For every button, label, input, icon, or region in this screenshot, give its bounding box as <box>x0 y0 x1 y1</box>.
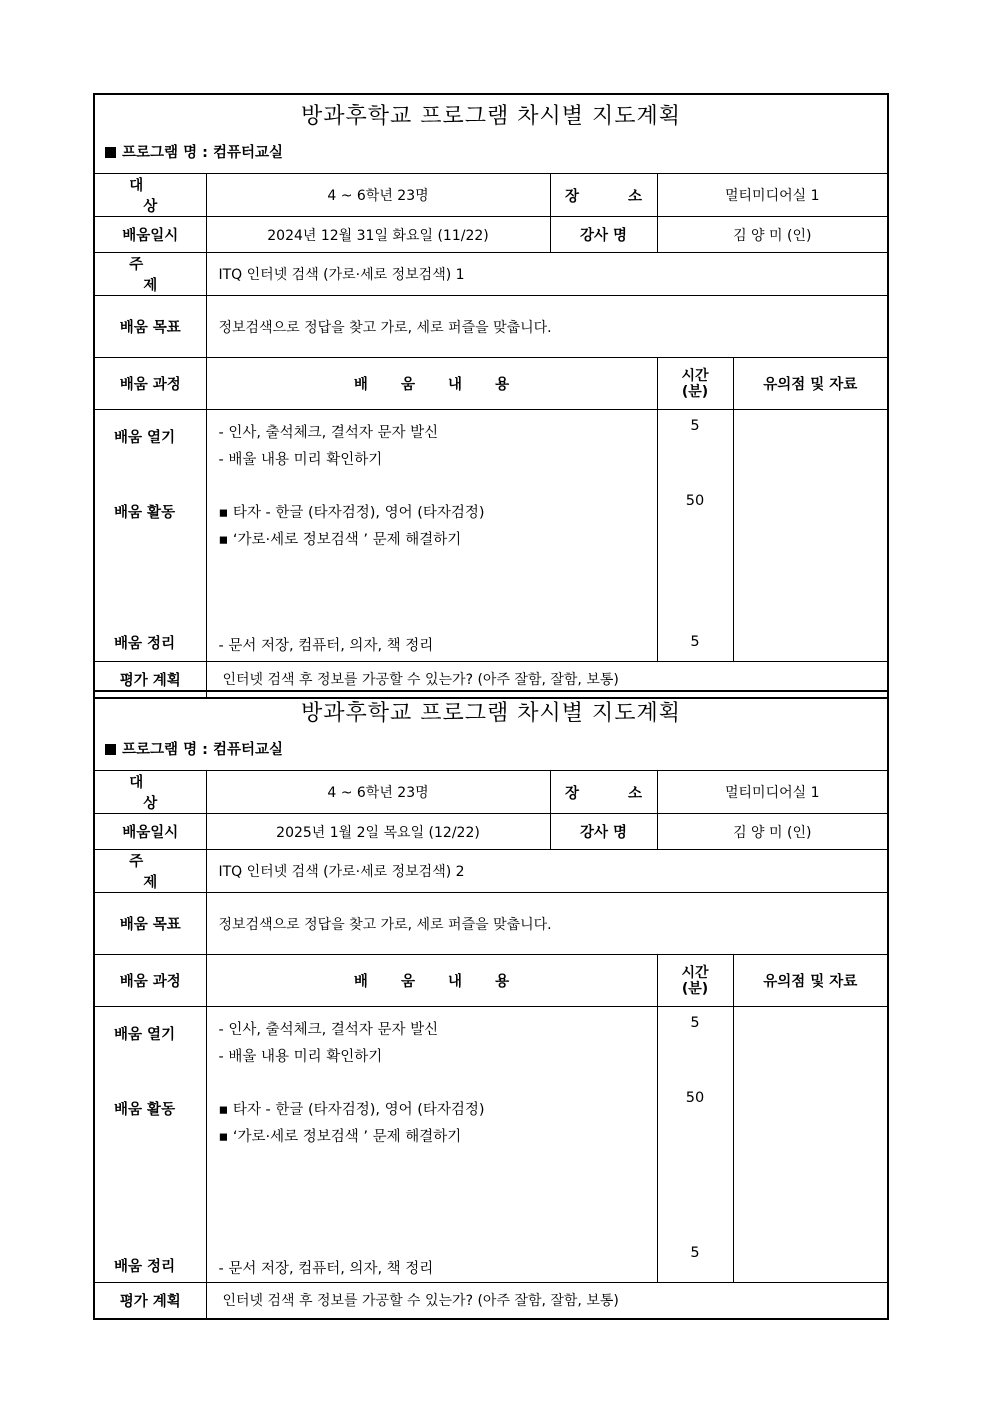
square-bullet-icon <box>105 147 116 158</box>
time-activity: 50 <box>685 493 705 509</box>
program-name-text: 프로그램 명 : 컴퓨터교실 <box>122 742 284 758</box>
target-label: 대 상 <box>95 771 206 814</box>
target-value: 4 ~ 6학년 23명 <box>206 174 550 217</box>
notes-column <box>733 410 887 662</box>
stage-activity: 배움 활동 <box>114 505 176 521</box>
stage-open: 배움 열기 <box>114 430 176 446</box>
topic-label: 주 제 <box>95 850 206 893</box>
eval-label: 평가 계획 <box>95 1283 206 1318</box>
content-activity-1: ▪ 타자 - 한글 (타자검정), 영어 (타자검정) <box>218 1102 485 1118</box>
time-header: 시간 (분) <box>657 358 733 410</box>
topic-value: ITQ 인터넷 검색 (가로·세로 정보검색) 2 <box>206 850 887 893</box>
time-column <box>657 410 733 662</box>
instructor-value: 김 양 미 (인) <box>657 814 887 850</box>
lesson-plan-1 <box>93 93 889 699</box>
content-activity-2: ▪ ‘가로·세로 정보검색 ’ 문제 해결하기 <box>218 1129 462 1145</box>
eval-label: 평가 계획 <box>95 662 206 697</box>
plan-title: 방과후학교 프로그램 차시별 지도계획 <box>300 701 681 726</box>
process-header: 배움 과정 <box>95 358 206 410</box>
stage-column <box>95 1007 206 1283</box>
stage-close: 배움 정리 <box>114 636 176 652</box>
target-value: 4 ~ 6학년 23명 <box>206 771 550 814</box>
time-header: 시간 (분) <box>657 955 733 1007</box>
content-close-1: - 문서 저장, 컴퓨터, 의자, 책 정리 <box>218 1261 434 1277</box>
time-open: 5 <box>690 418 700 434</box>
place-value: 멀티미디어실 1 <box>657 771 887 814</box>
instructor-value: 김 양 미 (인) <box>657 217 887 253</box>
time-activity: 50 <box>685 1090 705 1106</box>
time-close: 5 <box>690 634 700 650</box>
plan-table <box>95 174 887 697</box>
time-open: 5 <box>690 1015 700 1031</box>
notes-column <box>733 1007 887 1283</box>
eval-value: 인터넷 검색 후 정보를 가공할 수 있는가? (아주 잘함, 잘함, 보통) <box>206 662 887 697</box>
process-header: 배움 과정 <box>95 955 206 1007</box>
content-open-2: - 배울 내용 미리 확인하기 <box>218 1049 383 1065</box>
goal-label: 배움 목표 <box>95 893 206 955</box>
content-header: 배 움 내 용 <box>206 955 657 1007</box>
lesson-plan-2 <box>93 690 889 1320</box>
program-name <box>95 734 887 771</box>
content-header: 배 움 내 용 <box>206 358 657 410</box>
content-column <box>206 1007 657 1283</box>
goal-value: 정보검색으로 정답을 찾고 가로, 세로 퍼즐을 맞춥니다. <box>206 296 887 358</box>
plan-title: 방과후학교 프로그램 차시별 지도계획 <box>300 104 681 129</box>
date-value: 2024년 12월 31일 화요일 (11/22) <box>206 217 550 253</box>
time-close: 5 <box>690 1245 700 1261</box>
content-column <box>206 410 657 662</box>
topic-value: ITQ 인터넷 검색 (가로·세로 정보검색) 1 <box>206 253 887 296</box>
content-open-1: - 인사, 출석체크, 결석자 문자 발신 <box>218 425 439 441</box>
content-open-1: - 인사, 출석체크, 결석자 문자 발신 <box>218 1022 439 1038</box>
goal-label: 배움 목표 <box>95 296 206 358</box>
place-value: 멀티미디어실 1 <box>657 174 887 217</box>
date-value: 2025년 1월 2일 목요일 (12/22) <box>206 814 550 850</box>
time-column <box>657 1007 733 1283</box>
content-activity-1: ▪ 타자 - 한글 (타자검정), 영어 (타자검정) <box>218 505 485 521</box>
program-name <box>95 137 887 174</box>
square-bullet-icon <box>105 744 116 755</box>
content-activity-2: ▪ ‘가로·세로 정보검색 ’ 문제 해결하기 <box>218 532 462 548</box>
instructor-label: 강사 명 <box>550 814 657 850</box>
stage-close: 배움 정리 <box>114 1259 176 1275</box>
eval-value: 인터넷 검색 후 정보를 가공할 수 있는가? (아주 잘함, 잘함, 보통) <box>206 1283 887 1318</box>
content-open-2: - 배울 내용 미리 확인하기 <box>218 452 383 468</box>
goal-value: 정보검색으로 정답을 찾고 가로, 세로 퍼즐을 맞춥니다. <box>206 893 887 955</box>
target-label: 대 상 <box>95 174 206 217</box>
content-close-1: - 문서 저장, 컴퓨터, 의자, 책 정리 <box>218 638 434 654</box>
date-label: 배움일시 <box>95 814 206 850</box>
plan-table <box>95 771 887 1318</box>
program-name-text: 프로그램 명 : 컴퓨터교실 <box>122 145 284 161</box>
date-label: 배움일시 <box>95 217 206 253</box>
notes-header: 유의점 및 자료 <box>733 955 887 1007</box>
notes-header: 유의점 및 자료 <box>733 358 887 410</box>
stage-open: 배움 열기 <box>114 1027 176 1043</box>
stage-activity: 배움 활동 <box>114 1102 176 1118</box>
stage-column <box>95 410 206 662</box>
place-label: 장 소 <box>550 771 657 814</box>
place-label: 장 소 <box>550 174 657 217</box>
topic-label: 주 제 <box>95 253 206 296</box>
instructor-label: 강사 명 <box>550 217 657 253</box>
